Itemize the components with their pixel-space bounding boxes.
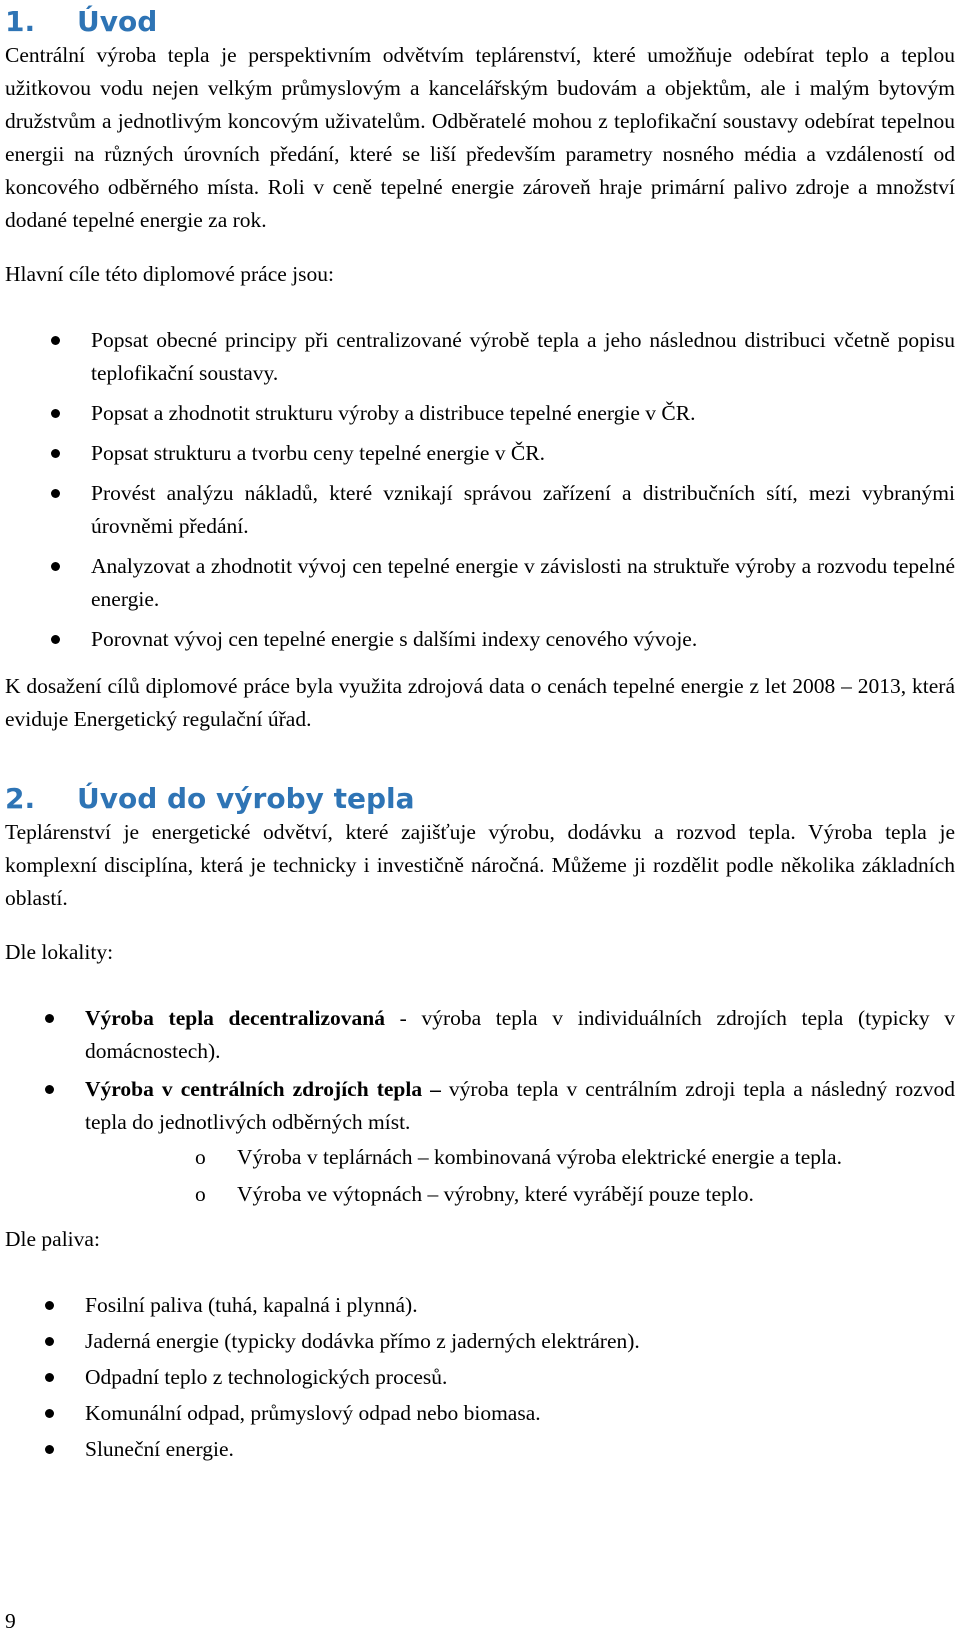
bullet-icon xyxy=(51,409,60,418)
goal-item-5 xyxy=(5,550,955,616)
bullet-icon xyxy=(45,1085,54,1094)
fuel-item-4 xyxy=(5,1397,955,1430)
locality-item-2 xyxy=(5,1073,955,1211)
fuel-item-5 xyxy=(5,1433,955,1466)
locality-list xyxy=(5,1002,955,1211)
circle-bullet-icon: o xyxy=(195,1182,206,1206)
sub-item-1 xyxy=(85,1141,955,1174)
section-2-heading xyxy=(5,782,955,816)
section-2-paragraph: Teplárenství je energetické odvětví, které zajišťuje výrobu, dodávku a rozvod tepla. Výroba tepla je komplexní disciplína, která je technicky i investičně náročná. Můžeme ji rozdělit podle několika základních oblastí. xyxy=(5,820,955,910)
goal-item-2 xyxy=(5,397,955,430)
section-1-heading xyxy=(5,5,955,39)
goal-item-6 xyxy=(5,623,955,656)
locality-item-text: - výroba tepla v individuálních zdrojích tepla (typicky v domácnostech). xyxy=(85,1006,955,1063)
goal-text: Analyzovat a zhodnotit vývoj cen tepelné energie v závislosti na struktuře výroby a rozvodu tepelné energie. xyxy=(91,554,955,611)
goal-text: Popsat a zhodnotit strukturu výroby a distribuce tepelné energie v ČR. xyxy=(91,401,696,425)
section-1-paragraph: Centrální výroba tepla je perspektivním odvětvím teplárenství, které umožňuje odebírat teplo a teplou užitkovou vodu nejen velkým průmyslovým a kancelářským budovám a objektům, ale i malým bytovým družstvům a jednotlivým koncovým uživatelům. Odběratelé mohou z teplofikační soustavy odebírat tepelnou energii na různých úrovních předání, které se liší především parametry nosného média a vzdáleností od koncového odběrného místa. Roli v ceně tepelné energie zároveň hraje primární palivo zdroje a množství dodané tepelné energie za rok. xyxy=(5,43,955,232)
fuel-item-2 xyxy=(5,1325,955,1358)
goals-intro: Hlavní cíle této diplomové práce jsou: xyxy=(5,262,334,286)
goal-text: Provést analýzu nákladů, které vznikají správou zařízení a distribučních sítí, mezi vybranými úrovněmi předání. xyxy=(91,481,955,538)
goal-text: Porovnat vývoj cen tepelné energie s dalšími indexy cenového vývoje. xyxy=(91,627,698,651)
bullet-icon xyxy=(45,1337,54,1346)
circle-bullet-icon: o xyxy=(195,1145,206,1169)
bullet-icon xyxy=(51,449,60,458)
goal-text: Popsat strukturu a tvorbu ceny tepelné energie v ČR. xyxy=(91,441,545,465)
fuel-item-text: Komunální odpad, průmyslový odpad nebo biomasa. xyxy=(85,1401,541,1425)
fuel-intro: Dle paliva: xyxy=(5,1227,100,1251)
bullet-icon xyxy=(51,635,60,644)
locality-item-bold: Výroba v centrálních zdrojích tepla – xyxy=(85,1077,441,1101)
section-1-title: Úvod xyxy=(77,5,158,38)
fuel-item-text: Odpadní teplo z technologických procesů. xyxy=(85,1365,448,1389)
bullet-icon xyxy=(45,1445,54,1454)
goals-list xyxy=(5,324,955,656)
bullet-icon xyxy=(45,1373,54,1382)
bullet-icon xyxy=(51,336,60,345)
fuel-item-1 xyxy=(5,1289,955,1322)
fuel-item-text: Jaderná energie (typicky dodávka přímo z jaderných elektráren). xyxy=(85,1329,640,1353)
bullet-icon xyxy=(45,1409,54,1418)
document-page xyxy=(5,0,955,1469)
goal-item-1 xyxy=(5,324,955,390)
locality-item-bold: Výroba tepla decentralizovaná xyxy=(85,1006,385,1030)
section-1-number: 1. xyxy=(5,5,36,38)
section-2-number: 2. xyxy=(5,782,36,815)
bullet-icon xyxy=(51,562,60,571)
goal-item-3 xyxy=(5,437,955,470)
sub-item-text: Výroba v teplárnách – kombinovaná výroba elektrické energie a tepla. xyxy=(237,1145,842,1169)
bullet-icon xyxy=(45,1014,54,1023)
bullet-icon xyxy=(45,1301,54,1310)
goal-text: Popsat obecné principy při centralizované výrobě tepla a jeho následnou distribuci včetně popisu teplofikační soustavy. xyxy=(91,328,955,385)
fuel-list xyxy=(5,1289,955,1466)
locality-item-text: výroba tepla v centrálním zdroji tepla a následný rozvod tepla do jednotlivých odběrných míst. xyxy=(85,1077,955,1134)
fuel-item-text: Sluneční energie. xyxy=(85,1437,234,1461)
goal-item-4 xyxy=(5,477,955,543)
central-source-sublist xyxy=(85,1141,955,1211)
fuel-item-3 xyxy=(5,1361,955,1394)
page-number: 9 xyxy=(5,1609,16,1633)
locality-item-1 xyxy=(5,1002,955,1068)
locality-intro: Dle lokality: xyxy=(5,940,114,964)
sub-item-2 xyxy=(85,1178,955,1211)
fuel-item-text: Fosilní paliva (tuhá, kapalná i plynná). xyxy=(85,1293,418,1317)
bullet-icon xyxy=(51,489,60,498)
section-2-title: Úvod do výroby tepla xyxy=(77,782,415,815)
section-1-closing: K dosažení cílů diplomové práce byla využita zdrojová data o cenách tepelné energie z let 2008 – 2013, která eviduje Energetický regulační úřad. xyxy=(5,674,955,731)
sub-item-text: Výroba ve výtopnách – výrobny, které vyrábějí pouze teplo. xyxy=(237,1182,754,1206)
